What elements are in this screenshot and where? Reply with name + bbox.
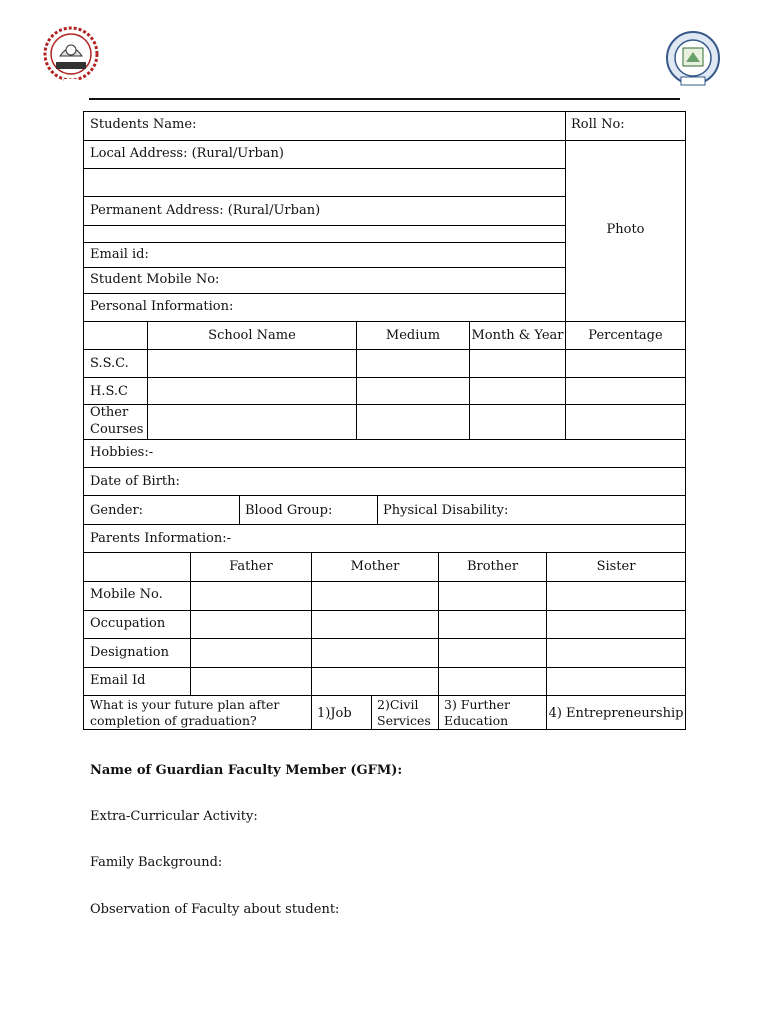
school-name-header: School Name	[208, 328, 296, 343]
designation-label: Designation	[90, 645, 169, 660]
permanent-address-label: Permanent Address: (Rural/Urban)	[90, 203, 321, 218]
institute-logo-left	[38, 26, 104, 88]
hsc-row-label: H.S.C	[90, 384, 128, 399]
hobbies-label: Hobbies:-	[90, 445, 154, 460]
courses-row-label: Courses	[90, 422, 144, 437]
option-entrepreneurship: 4) Entrepreneurship	[548, 706, 684, 721]
family-background-label: Family Background:	[90, 855, 223, 870]
option-further-1: 3) Further	[444, 697, 510, 712]
faculty-observation-label: Observation of Faculty about student:	[90, 902, 340, 917]
local-address-label: Local Address: (Rural/Urban)	[90, 146, 284, 161]
dob-label: Date of Birth:	[90, 474, 180, 489]
physical-disability-label: Physical Disability:	[383, 503, 509, 518]
mother-header: Mother	[350, 559, 400, 574]
blood-group-label: Blood Group:	[245, 503, 333, 518]
parents-info-label: Parents Information:-	[90, 531, 232, 546]
gfm-label: Name of Guardian Faculty Member (GFM):	[90, 763, 403, 778]
sister-header: Sister	[596, 559, 636, 574]
gender-label: Gender:	[90, 503, 144, 518]
percentage-header: Percentage	[588, 328, 663, 343]
institute-logo-right	[664, 30, 722, 92]
other-row-label: Other	[90, 405, 129, 420]
option-civil-1: 2)Civil	[377, 697, 419, 712]
future-plan-question-2: completion of graduation?	[90, 713, 257, 728]
roll-no-label: Roll No:	[571, 117, 625, 132]
option-civil-2: Services	[377, 713, 431, 728]
parent-email-label: Email Id	[90, 673, 146, 688]
header-rule	[89, 98, 680, 100]
student-mobile-label: Student Mobile No:	[90, 272, 220, 287]
personal-info-label: Personal Information:	[90, 299, 234, 314]
extra-curricular-label: Extra-Curricular Activity:	[90, 809, 258, 824]
future-plan-question-1: What is your future plan after	[90, 697, 280, 712]
option-job: 1)Job	[317, 706, 352, 721]
parent-mobile-label: Mobile No.	[90, 587, 163, 602]
father-header: Father	[229, 559, 273, 574]
brother-header: Brother	[466, 559, 519, 574]
ssc-row-label: S.S.C.	[90, 356, 129, 371]
month-year-header: Month & Year	[471, 328, 564, 343]
student-name-label: Students Name:	[90, 117, 197, 132]
occupation-label: Occupation	[90, 616, 166, 631]
photo-box-label: Photo	[606, 222, 645, 237]
email-id-label: Email id:	[90, 247, 149, 262]
option-further-2: Education	[444, 713, 509, 728]
medium-header: Medium	[385, 328, 441, 343]
